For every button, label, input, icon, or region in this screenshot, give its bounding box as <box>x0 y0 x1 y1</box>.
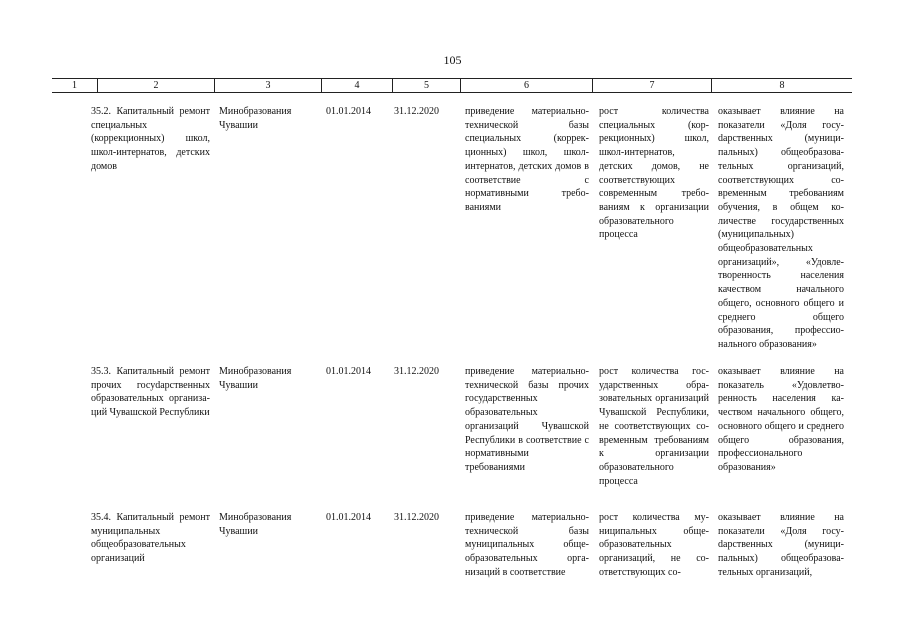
column-header-7: 7 <box>593 79 712 92</box>
consequences-of-non-implementation: рост количества муниципальных общеобразовательных организаций, не соответствующих со- <box>599 512 709 578</box>
end-date: 31.12.2020 <box>394 366 439 377</box>
start-date: 01.01.2014 <box>326 106 371 117</box>
column-header-2: 2 <box>98 79 215 92</box>
activity-name: 35.2. Капитальный ремонт специальных (коррекционных) школ, школ-интернатов, детских домов <box>91 106 210 172</box>
table-header <box>52 78 852 93</box>
responsible-executor: Минобразования Чувашии <box>219 366 292 391</box>
link-to-indicators: оказывает влияние на показатели «Доля госуdарственных (муниципальных) общеобразовательных организаций, <box>718 512 844 578</box>
end-date: 31.12.2020 <box>394 512 439 523</box>
column-header-6: 6 <box>461 79 593 92</box>
start-date: 01.01.2014 <box>326 366 371 377</box>
page-number: 105 <box>443 53 462 67</box>
column-header-1: 1 <box>52 79 98 92</box>
start-date: 01.01.2014 <box>326 512 371 523</box>
expected-result: приведение материально-технической базы прочих государственных образовательных организаций Чувашской Республики в соответствие с нормативными требованиями <box>465 366 589 473</box>
link-to-indicators: оказывает влияние на показатель «Удовлетворенность населения качеством начального общего, основного общего и среднего общего образования, профессионального образования» <box>718 366 844 473</box>
consequences-of-non-implementation: рост количества специальных (коррекционных) школ, школ-интернатов, детских домов, не соответствующих современным требованиям к организации образовательного процесса <box>599 106 709 241</box>
responsible-executor: Минобразования Чувашии <box>219 106 292 131</box>
expected-result: приведение материально-технической базы муниципальных общеобразовательных организаций в соответствие <box>465 512 589 578</box>
column-header-8: 8 <box>779 80 785 91</box>
column-header-5: 5 <box>393 79 461 92</box>
responsible-executor: Минобразования Чувашии <box>219 512 292 537</box>
activity-name: 35.3. Капитальный ремонт прочих госуdарственных образовательных организаций Чувашской Республики <box>91 366 210 419</box>
expected-result: приведение материально-технической базы специальных (коррекционных) школ, школ-интернатов, детских домов в соответствие с нормативными требованиями <box>465 106 589 213</box>
column-header-3: 3 <box>215 79 322 92</box>
activity-name: 35.4. Капитальный ремонт муниципальных общеобразовательных организаций <box>91 512 210 565</box>
consequences-of-non-implementation: рост количества государственных образовательных организаций Чувашской Республики, не соответствующих современным требованиям к организации образовательного процесса <box>599 366 709 487</box>
link-to-indicators: оказывает влияние на показатели «Доля госуdарственных (муниципальных) общеобразовательных организаций, соответствующих современным требованиям обучения, в общем количестве государственных (муниципальных) общеобразовательных организаций», «Удовлетворенность населения качеством начального общего, основного общего и среднего общего образования, профессионального образования» <box>718 106 844 350</box>
end-date: 31.12.2020 <box>394 106 439 117</box>
column-header-4: 4 <box>322 79 393 92</box>
